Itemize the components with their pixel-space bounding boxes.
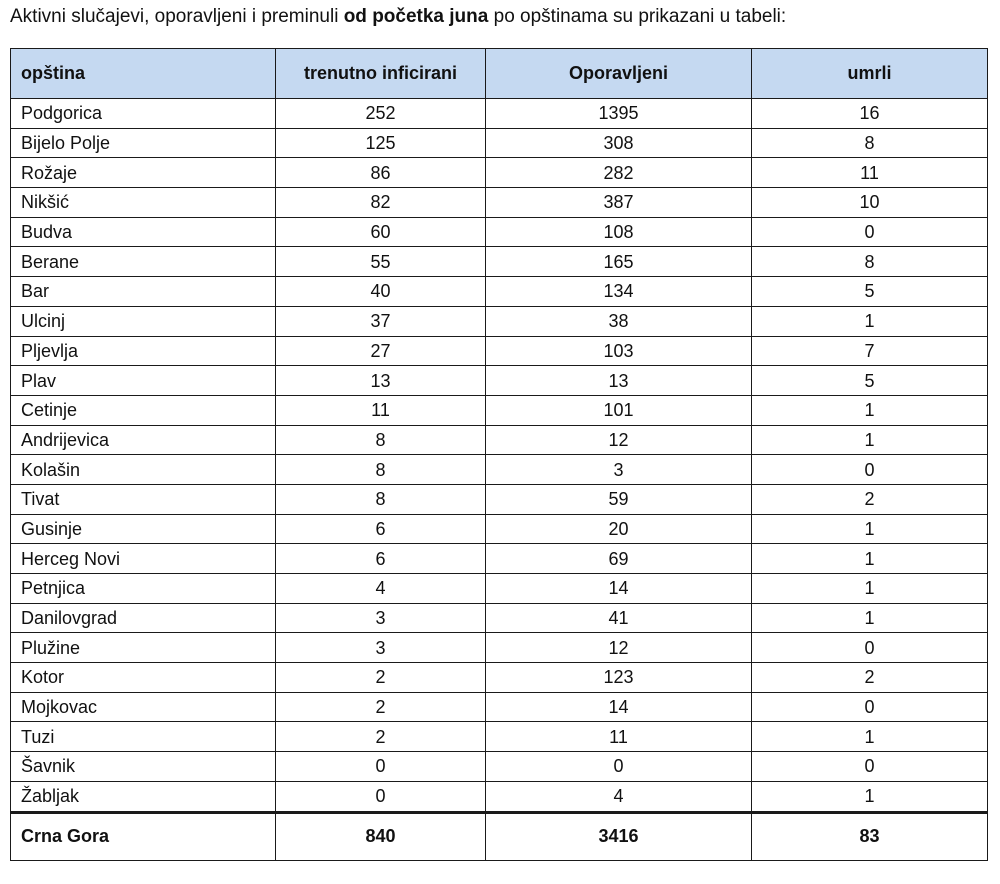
recovered-cell: 11 <box>486 722 752 752</box>
deaths-cell: 1 <box>752 306 988 336</box>
deaths-cell: 5 <box>752 366 988 396</box>
municipality-cell: Budva <box>11 217 276 247</box>
total-label: Crna Gora <box>11 812 276 860</box>
table-row <box>11 277 988 307</box>
infected-cell: 11 <box>276 395 486 425</box>
recovered-cell: 165 <box>486 247 752 277</box>
municipality-cell: Mojkovac <box>11 692 276 722</box>
table-row <box>11 455 988 485</box>
deaths-cell: 1 <box>752 574 988 604</box>
recovered-cell: 101 <box>486 395 752 425</box>
table-row <box>11 722 988 752</box>
infected-cell: 6 <box>276 514 486 544</box>
infected-cell: 55 <box>276 247 486 277</box>
infected-cell: 8 <box>276 484 486 514</box>
deaths-cell: 1 <box>752 603 988 633</box>
table-row <box>11 633 988 663</box>
deaths-cell: 8 <box>752 128 988 158</box>
table-row <box>11 336 988 366</box>
recovered-cell: 12 <box>486 425 752 455</box>
table-row <box>11 544 988 574</box>
table-row <box>11 128 988 158</box>
municipality-cell: Kotor <box>11 663 276 693</box>
deaths-cell: 1 <box>752 395 988 425</box>
table-row <box>11 247 988 277</box>
municipality-cell: Herceg Novi <box>11 544 276 574</box>
infected-cell: 125 <box>276 128 486 158</box>
total-recovered: 3416 <box>486 812 752 860</box>
table-row <box>11 306 988 336</box>
deaths-cell: 0 <box>752 692 988 722</box>
deaths-cell: 2 <box>752 663 988 693</box>
infected-cell: 0 <box>276 752 486 782</box>
intro-text <box>10 4 786 30</box>
recovered-cell: 108 <box>486 217 752 247</box>
municipality-cell: Rožaje <box>11 158 276 188</box>
deaths-cell: 1 <box>752 425 988 455</box>
deaths-cell: 16 <box>752 99 988 129</box>
infected-cell: 2 <box>276 722 486 752</box>
deaths-cell: 1 <box>752 722 988 752</box>
municipality-cell: Podgorica <box>11 99 276 129</box>
deaths-cell: 2 <box>752 484 988 514</box>
deaths-cell: 0 <box>752 752 988 782</box>
municipality-cell: Berane <box>11 247 276 277</box>
infected-cell: 60 <box>276 217 486 247</box>
recovered-cell: 38 <box>486 306 752 336</box>
infected-cell: 2 <box>276 692 486 722</box>
municipality-cell: Gusinje <box>11 514 276 544</box>
table-row <box>11 781 988 812</box>
municipality-cell: Danilovgrad <box>11 603 276 633</box>
deaths-cell: 11 <box>752 158 988 188</box>
infected-cell: 3 <box>276 633 486 663</box>
municipality-cell: Kolašin <box>11 455 276 485</box>
intro-text-start: Aktivni slučajevi, oporavljeni i preminuli <box>10 6 344 27</box>
recovered-cell: 69 <box>486 544 752 574</box>
table-row <box>11 692 988 722</box>
recovered-cell: 13 <box>486 366 752 396</box>
deaths-cell: 8 <box>752 247 988 277</box>
intro-text-bold: od početka juna <box>343 6 489 27</box>
recovered-cell: 41 <box>486 603 752 633</box>
deaths-cell: 1 <box>752 781 988 812</box>
municipality-cases-table <box>10 48 988 861</box>
infected-cell: 8 <box>276 455 486 485</box>
table-row <box>11 366 988 396</box>
infected-cell: 27 <box>276 336 486 366</box>
municipality-cell: Žabljak <box>11 781 276 812</box>
recovered-cell: 12 <box>486 633 752 663</box>
deaths-cell: 7 <box>752 336 988 366</box>
infected-cell: 6 <box>276 544 486 574</box>
table-header-row <box>11 49 988 99</box>
infected-cell: 0 <box>276 781 486 812</box>
deaths-cell: 5 <box>752 277 988 307</box>
recovered-cell: 0 <box>486 752 752 782</box>
deaths-cell: 1 <box>752 544 988 574</box>
infected-cell: 82 <box>276 188 486 218</box>
recovered-cell: 123 <box>486 663 752 693</box>
table-row <box>11 395 988 425</box>
table-row <box>11 188 988 218</box>
recovered-cell: 1395 <box>486 99 752 129</box>
municipality-cell: Plužine <box>11 633 276 663</box>
recovered-cell: 103 <box>486 336 752 366</box>
recovered-cell: 282 <box>486 158 752 188</box>
table-row <box>11 752 988 782</box>
column-header-recovered: Oporavljeni <box>486 49 752 99</box>
infected-cell: 4 <box>276 574 486 604</box>
municipality-cell: Tivat <box>11 484 276 514</box>
municipality-cell: Plav <box>11 366 276 396</box>
recovered-cell: 387 <box>486 188 752 218</box>
table-row <box>11 99 988 129</box>
table-row <box>11 484 988 514</box>
column-header-municipality: opština <box>11 49 276 99</box>
municipality-cell: Bar <box>11 277 276 307</box>
municipality-cell: Andrijevica <box>11 425 276 455</box>
infected-cell: 2 <box>276 663 486 693</box>
recovered-cell: 3 <box>486 455 752 485</box>
table-row <box>11 158 988 188</box>
table-row <box>11 663 988 693</box>
recovered-cell: 20 <box>486 514 752 544</box>
infected-cell: 86 <box>276 158 486 188</box>
recovered-cell: 14 <box>486 574 752 604</box>
municipality-cell: Bijelo Polje <box>11 128 276 158</box>
municipality-cell: Petnjica <box>11 574 276 604</box>
infected-cell: 3 <box>276 603 486 633</box>
table-row <box>11 217 988 247</box>
column-header-currently-infected: trenutno inficirani <box>276 49 486 99</box>
recovered-cell: 14 <box>486 692 752 722</box>
recovered-cell: 59 <box>486 484 752 514</box>
municipality-cell: Pljevlja <box>11 336 276 366</box>
municipality-cell: Nikšić <box>11 188 276 218</box>
recovered-cell: 4 <box>486 781 752 812</box>
table-row <box>11 603 988 633</box>
deaths-cell: 0 <box>752 633 988 663</box>
municipality-cell: Ulcinj <box>11 306 276 336</box>
table-row <box>11 425 988 455</box>
total-infected: 840 <box>276 812 486 860</box>
deaths-cell: 10 <box>752 188 988 218</box>
total-deaths: 83 <box>752 812 988 860</box>
infected-cell: 37 <box>276 306 486 336</box>
deaths-cell: 0 <box>752 455 988 485</box>
infected-cell: 13 <box>276 366 486 396</box>
infected-cell: 8 <box>276 425 486 455</box>
intro-text-end: po opštinama su prikazani u tabeli: <box>488 6 787 27</box>
municipality-cell: Šavnik <box>11 752 276 782</box>
deaths-cell: 0 <box>752 217 988 247</box>
table-row <box>11 514 988 544</box>
deaths-cell: 1 <box>752 514 988 544</box>
recovered-cell: 308 <box>486 128 752 158</box>
total-row <box>11 812 988 860</box>
column-header-deaths: umrli <box>752 49 988 99</box>
municipality-cell: Tuzi <box>11 722 276 752</box>
recovered-cell: 134 <box>486 277 752 307</box>
table-row <box>11 574 988 604</box>
infected-cell: 252 <box>276 99 486 129</box>
table-body <box>11 99 988 813</box>
municipality-cell: Cetinje <box>11 395 276 425</box>
infected-cell: 40 <box>276 277 486 307</box>
